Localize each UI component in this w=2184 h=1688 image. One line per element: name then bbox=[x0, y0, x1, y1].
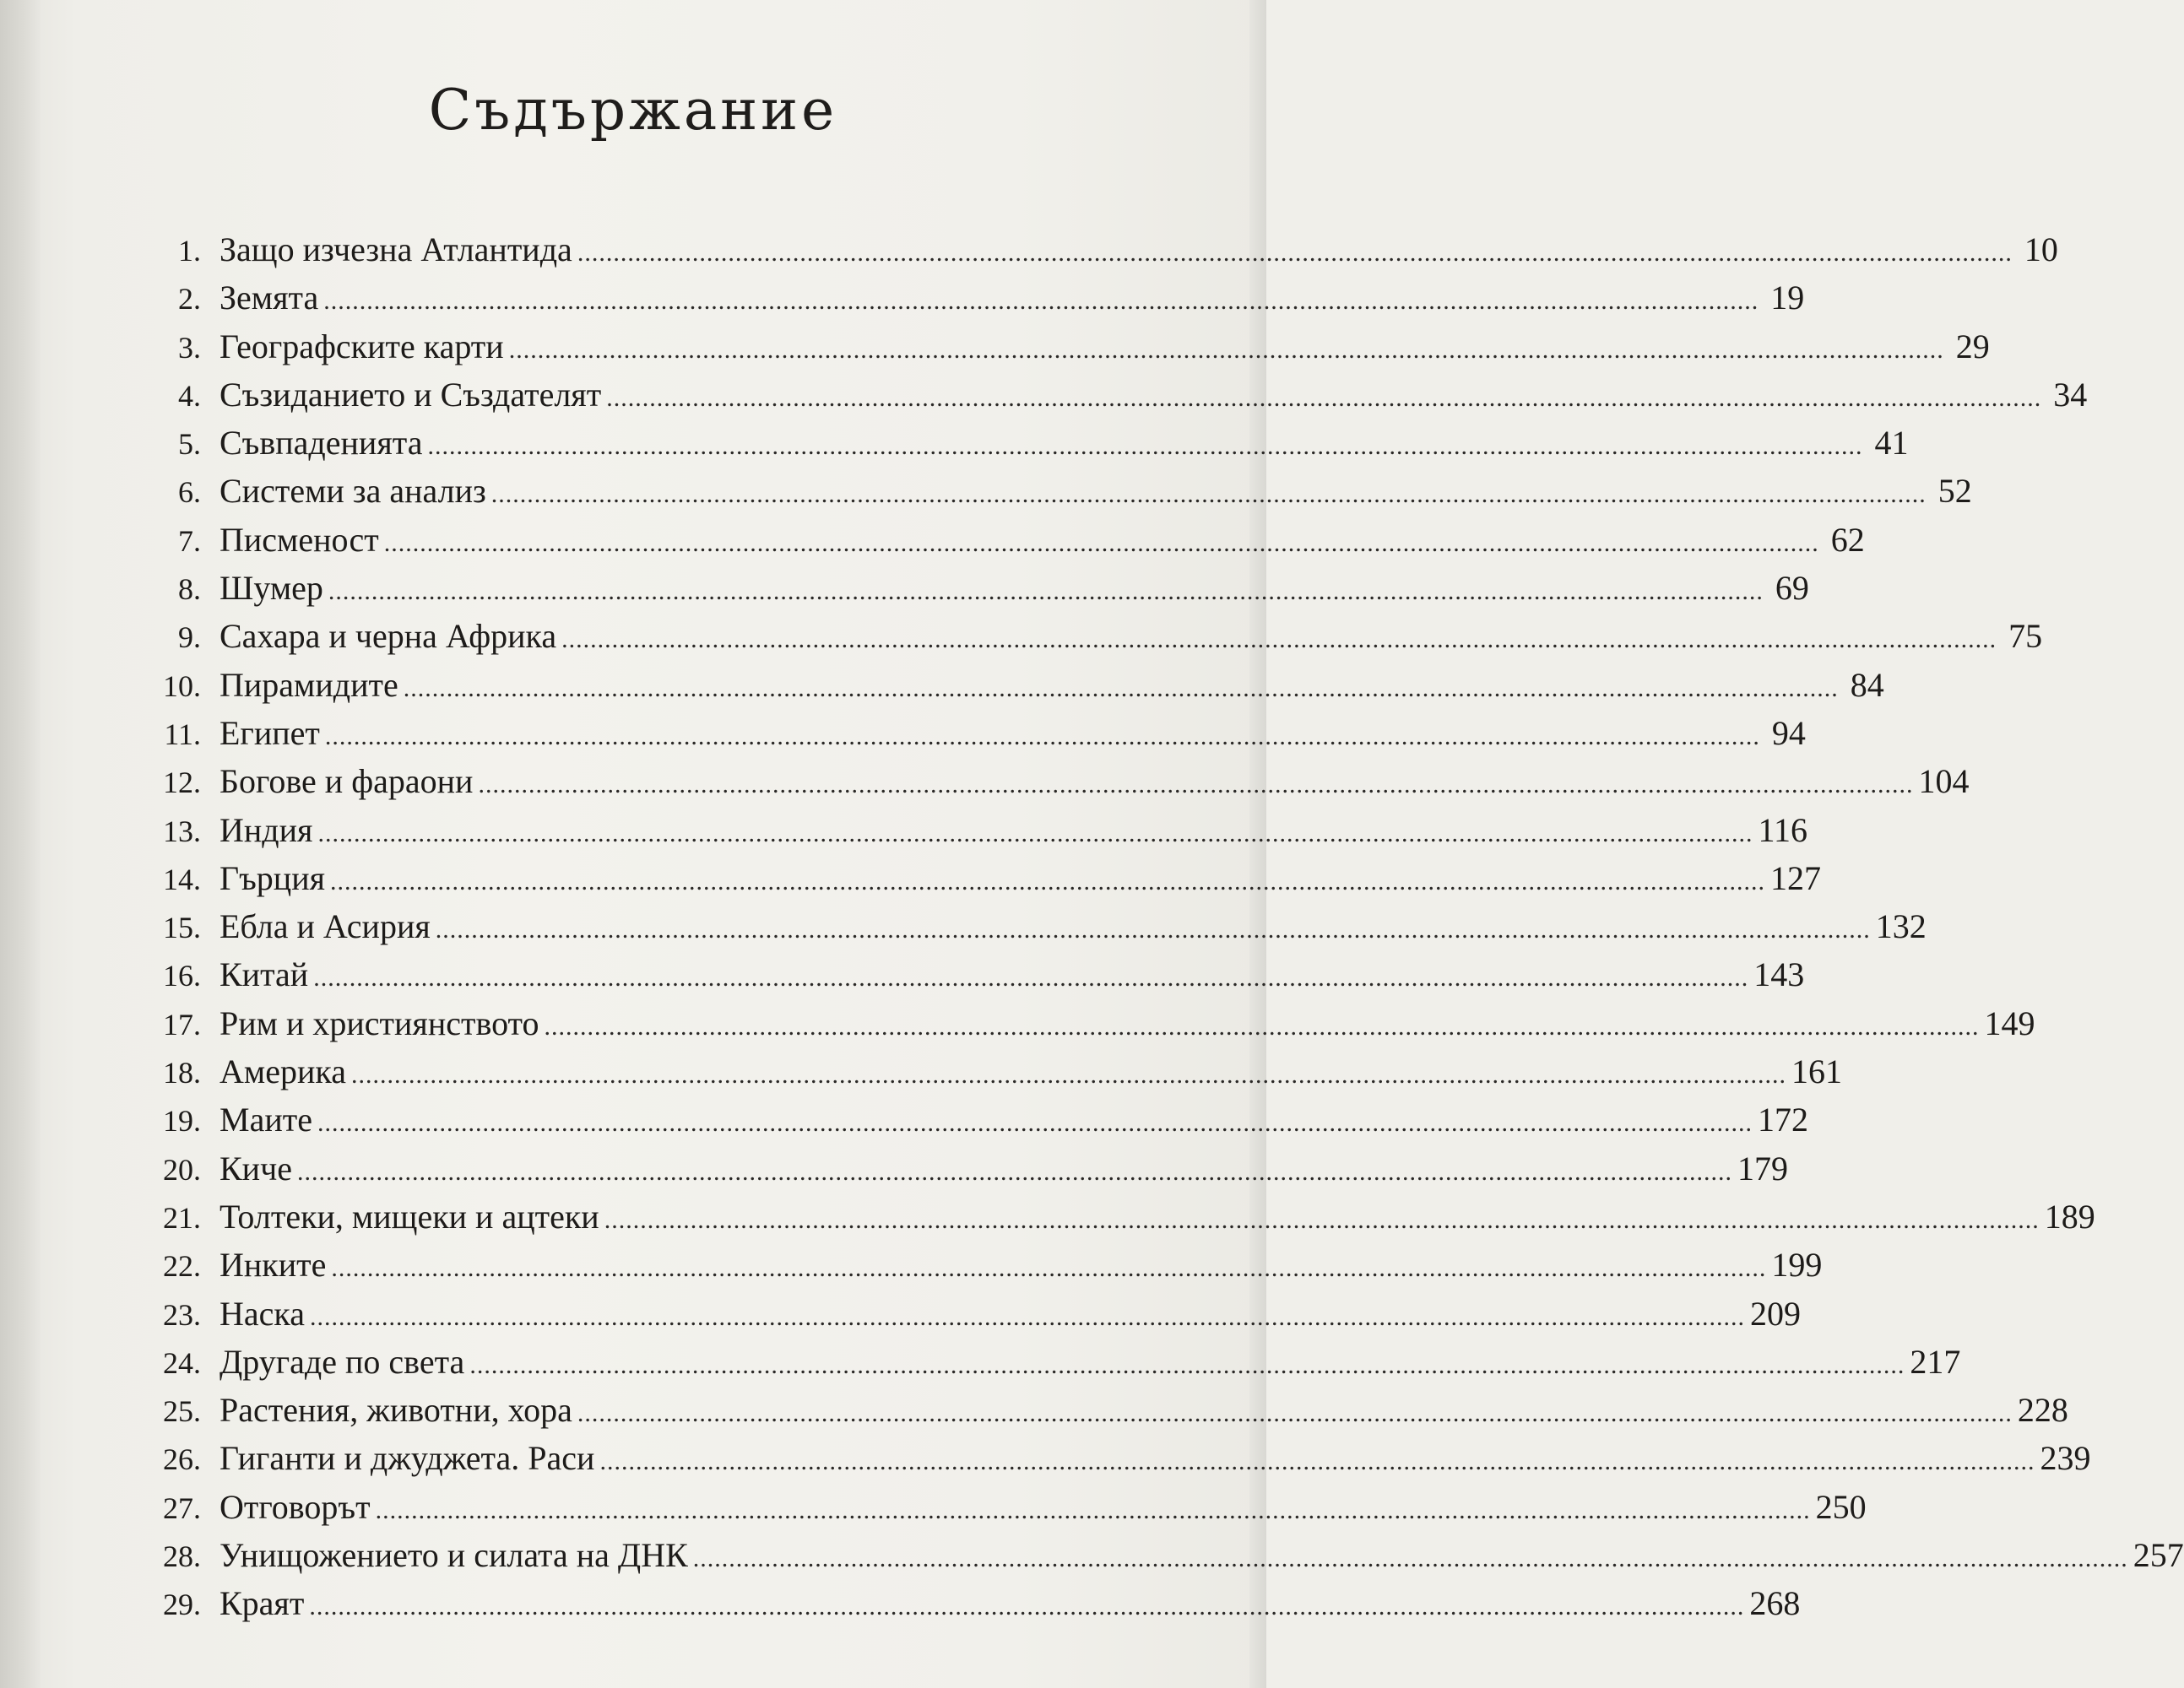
toc-entry bbox=[127, 1197, 2095, 1245]
toc-entry-page-number: 84 bbox=[1850, 665, 1884, 704]
toc-entry-title: Другаде по света bbox=[219, 1342, 465, 1381]
toc-entry-page-number: 19 bbox=[1770, 279, 1805, 317]
toc-entry-title: Богове и фараони bbox=[219, 762, 474, 801]
toc-entry-number: 8. bbox=[178, 572, 201, 607]
toc-entry bbox=[127, 955, 1805, 1003]
toc-entry bbox=[127, 665, 1884, 713]
toc-entry-page-number: 189 bbox=[2044, 1197, 2095, 1236]
toc-entry bbox=[127, 278, 1805, 326]
toc-entry-page-number: 172 bbox=[1757, 1101, 1808, 1139]
dot-leader: ........................................................................................................................................................................................................ bbox=[317, 1109, 1753, 1138]
toc-entry-title: Наска bbox=[219, 1294, 305, 1333]
toc-entry-title: Съвпаденията bbox=[219, 424, 423, 463]
toc-entry bbox=[127, 327, 1990, 375]
toc-entry-page-number: 149 bbox=[1984, 1004, 2035, 1042]
toc-entry-number: 4. bbox=[178, 378, 201, 413]
toc-entry-number: 25. bbox=[163, 1394, 201, 1429]
toc-entry-page-number: 228 bbox=[2017, 1391, 2068, 1430]
dot-leader: ........................................................................................................................................................................................................ bbox=[324, 722, 1760, 750]
toc-entry-page-number: 143 bbox=[1753, 955, 1805, 994]
toc-entry-title: Толтеки, мищеки и ацтеки bbox=[219, 1197, 599, 1236]
toc-entry bbox=[127, 520, 1865, 568]
toc-entry-title: Шумер bbox=[219, 569, 323, 608]
toc-entry-number: 18. bbox=[163, 1056, 201, 1090]
toc-entry bbox=[127, 1342, 1961, 1390]
dot-leader: ........................................................................................................................................................................................................ bbox=[577, 239, 2013, 267]
dot-leader: ........................................................................................................................................................................................................ bbox=[469, 1350, 1905, 1379]
toc-entry bbox=[127, 375, 2088, 423]
toc-entry-number: 24. bbox=[163, 1345, 201, 1380]
dot-leader: ........................................................................................................................................................................................................ bbox=[350, 1061, 1786, 1090]
toc-entry bbox=[127, 761, 1970, 809]
toc-entry-title: Индия bbox=[219, 810, 313, 849]
toc-entry bbox=[127, 1149, 1788, 1197]
toc-entry bbox=[127, 858, 1822, 906]
page-title: Съдържание bbox=[428, 78, 838, 143]
toc-entry-page-number: 10 bbox=[2024, 230, 2058, 268]
dot-leader: ........................................................................................................................................................................................................ bbox=[478, 771, 1914, 799]
toc-entry-number: 17. bbox=[163, 1007, 201, 1041]
dot-leader: ........................................................................................................................................................................................................ bbox=[403, 674, 1839, 702]
dot-leader: ........................................................................................................................................................................................................ bbox=[328, 577, 1764, 606]
toc-entry-page-number: 41 bbox=[1874, 424, 1909, 463]
toc-entry-title: Писменост bbox=[219, 520, 379, 559]
dot-leader: ........................................................................................................................................................................................................ bbox=[330, 867, 1766, 895]
toc-entry-number: 19. bbox=[163, 1104, 201, 1139]
toc-entry-number: 2. bbox=[178, 282, 201, 316]
toc-entry-number: 12. bbox=[163, 766, 201, 800]
toc-entry-page-number: 209 bbox=[1749, 1294, 1801, 1333]
toc-entry-title: Сахара и черна Африка bbox=[219, 617, 557, 656]
toc-entry-page-number: 75 bbox=[2008, 617, 2043, 656]
toc-entry-title: Растения, животни, хора bbox=[219, 1391, 572, 1430]
toc-entry-number: 29. bbox=[163, 1588, 201, 1622]
dot-leader: ........................................................................................................................................................................................................ bbox=[561, 625, 1997, 654]
toc-entry-page-number: 217 bbox=[1910, 1342, 1961, 1381]
toc-entry bbox=[127, 471, 1972, 519]
toc-entry bbox=[127, 1487, 1867, 1535]
toc-entry-page-number: 179 bbox=[1737, 1149, 1788, 1188]
toc-entry-title: Ебла и Асирия bbox=[219, 907, 431, 946]
toc-entry-title: Географските карти bbox=[219, 327, 504, 365]
dot-leader: ........................................................................................................................................................................................................ bbox=[309, 1302, 1745, 1331]
dot-leader: ........................................................................................................................................................................................................ bbox=[599, 1447, 2035, 1476]
toc-entry-number: 22. bbox=[163, 1249, 201, 1284]
toc-entry-page-number: 132 bbox=[1875, 907, 1927, 946]
dot-leader: ........................................................................................................................................................................................................ bbox=[427, 432, 1863, 461]
dot-leader: ........................................................................................................................................................................................................ bbox=[604, 1205, 2040, 1234]
toc-entry bbox=[127, 906, 1927, 955]
toc-entry-title: Китай bbox=[219, 955, 309, 994]
toc-entry-title: Инките bbox=[219, 1246, 327, 1285]
toc-entry-title: Маите bbox=[219, 1101, 312, 1139]
toc-entry-title: Отговорът bbox=[219, 1487, 371, 1526]
toc-entry-page-number: 239 bbox=[2040, 1439, 2091, 1478]
toc-entry-number: 23. bbox=[163, 1297, 201, 1332]
toc-entry-number: 11. bbox=[164, 717, 201, 751]
dot-leader: ........................................................................................................................................................................................................ bbox=[375, 1496, 1811, 1524]
dot-leader: ........................................................................................................................................................................................................ bbox=[313, 964, 1749, 993]
toc-entry-title: Системи за анализ bbox=[219, 472, 486, 511]
toc-entry-page-number: 62 bbox=[1830, 520, 1865, 559]
toc-entry-page-number: 34 bbox=[2053, 375, 2088, 414]
dot-leader: ........................................................................................................................................................................................................ bbox=[435, 916, 1871, 944]
toc-entry-page-number: 199 bbox=[1771, 1246, 1823, 1285]
dot-leader: ........................................................................................................................................................................................................ bbox=[544, 1012, 1980, 1041]
toc-entry-number: 7. bbox=[178, 523, 201, 558]
toc-entry-number: 1. bbox=[178, 234, 201, 268]
toc-entry-page-number: 52 bbox=[1937, 472, 1972, 511]
toc-entry-number: 10. bbox=[163, 668, 201, 703]
toc-entry-title: Земята bbox=[219, 279, 319, 317]
toc-entry-page-number: 29 bbox=[1955, 327, 1990, 365]
toc-entry bbox=[127, 1245, 1823, 1293]
toc-entry bbox=[127, 1004, 2035, 1052]
dot-leader: ........................................................................................................................................................................................................ bbox=[606, 383, 2042, 412]
toc-entry-number: 26. bbox=[163, 1442, 201, 1477]
toc-entry-number: 14. bbox=[163, 862, 201, 896]
toc-entry bbox=[127, 1535, 2184, 1583]
toc-entry bbox=[127, 1583, 1801, 1631]
toc-entry-title: Гиганти и джуджета. Раси bbox=[219, 1439, 595, 1478]
dot-leader: ........................................................................................................................................................................................................ bbox=[383, 528, 1819, 557]
toc-entry bbox=[127, 713, 1806, 761]
toc-entry-number: 3. bbox=[178, 330, 201, 365]
dot-leader: ........................................................................................................................................................................................................ bbox=[508, 335, 1944, 364]
toc-entry-number: 5. bbox=[178, 427, 201, 462]
toc-entry-title: Киче bbox=[219, 1149, 292, 1188]
toc-entry bbox=[127, 1052, 1842, 1100]
toc-entry-number: 6. bbox=[178, 475, 201, 510]
toc-entry bbox=[127, 230, 2058, 278]
book-spine-shadow bbox=[0, 0, 41, 1688]
toc-entry-title: Съзиданието и Създателят bbox=[219, 375, 602, 414]
toc-entry bbox=[127, 810, 1807, 858]
toc-entry-title: Египет bbox=[219, 713, 320, 752]
toc-entry-title: Пирамидите bbox=[219, 665, 398, 704]
toc-entry-number: 21. bbox=[163, 1200, 201, 1235]
toc-entry-title: Рим и християнството bbox=[219, 1004, 539, 1042]
toc-entry-page-number: 161 bbox=[1791, 1052, 1842, 1091]
toc-entry-page-number: 250 bbox=[1815, 1487, 1867, 1526]
toc-entry-number: 9. bbox=[178, 620, 201, 655]
toc-entry-page-number: 127 bbox=[1770, 858, 1822, 897]
toc-entry-number: 28. bbox=[163, 1539, 201, 1574]
toc-entry-number: 20. bbox=[163, 1152, 201, 1187]
toc-entry bbox=[127, 616, 2043, 664]
dot-leader: ........................................................................................................................................................................................................ bbox=[296, 1157, 1732, 1186]
dot-leader: ........................................................................................................................................................................................................ bbox=[331, 1254, 1767, 1283]
toc-entry bbox=[127, 423, 1909, 471]
toc-entry bbox=[127, 1100, 1808, 1148]
toc-entry-title: Защо изчезна Атлантида bbox=[219, 230, 572, 268]
toc-entry-number: 13. bbox=[163, 814, 201, 848]
toc-entry-number: 15. bbox=[163, 911, 201, 945]
toc-entry-page-number: 257 bbox=[2133, 1536, 2184, 1575]
dot-leader: ........................................................................................................................................................................................................ bbox=[692, 1545, 2128, 1573]
dot-leader: ........................................................................................................................................................................................................ bbox=[577, 1399, 2013, 1428]
dot-leader: ........................................................................................................................................................................................................ bbox=[317, 819, 1753, 847]
toc-entry-title: Америка bbox=[219, 1052, 346, 1091]
toc-entry bbox=[127, 1438, 2091, 1486]
toc-entry-number: 16. bbox=[163, 959, 201, 993]
toc-entry bbox=[127, 1294, 1801, 1342]
toc-entry-page-number: 94 bbox=[1771, 713, 1806, 752]
toc-entry-page-number: 268 bbox=[1749, 1584, 1801, 1623]
table-of-contents bbox=[127, 230, 2184, 1632]
dot-leader: ........................................................................................................................................................................................................ bbox=[490, 480, 1927, 509]
toc-entry-number: 27. bbox=[163, 1491, 201, 1525]
toc-entry-title: Унищожението и силата на ДНК bbox=[219, 1536, 688, 1575]
toc-entry-page-number: 69 bbox=[1775, 569, 1809, 608]
toc-entry bbox=[127, 1390, 2068, 1438]
toc-entry bbox=[127, 568, 1809, 616]
toc-entry-title: Краят bbox=[219, 1584, 305, 1623]
dot-leader: ........................................................................................................................................................................................................ bbox=[309, 1593, 1745, 1621]
toc-entry-page-number: 104 bbox=[1918, 762, 1970, 801]
toc-entry-title: Гърция bbox=[219, 858, 326, 897]
dot-leader: ........................................................................................................................................................................................................ bbox=[323, 287, 1759, 316]
toc-entry-page-number: 116 bbox=[1758, 810, 1807, 849]
